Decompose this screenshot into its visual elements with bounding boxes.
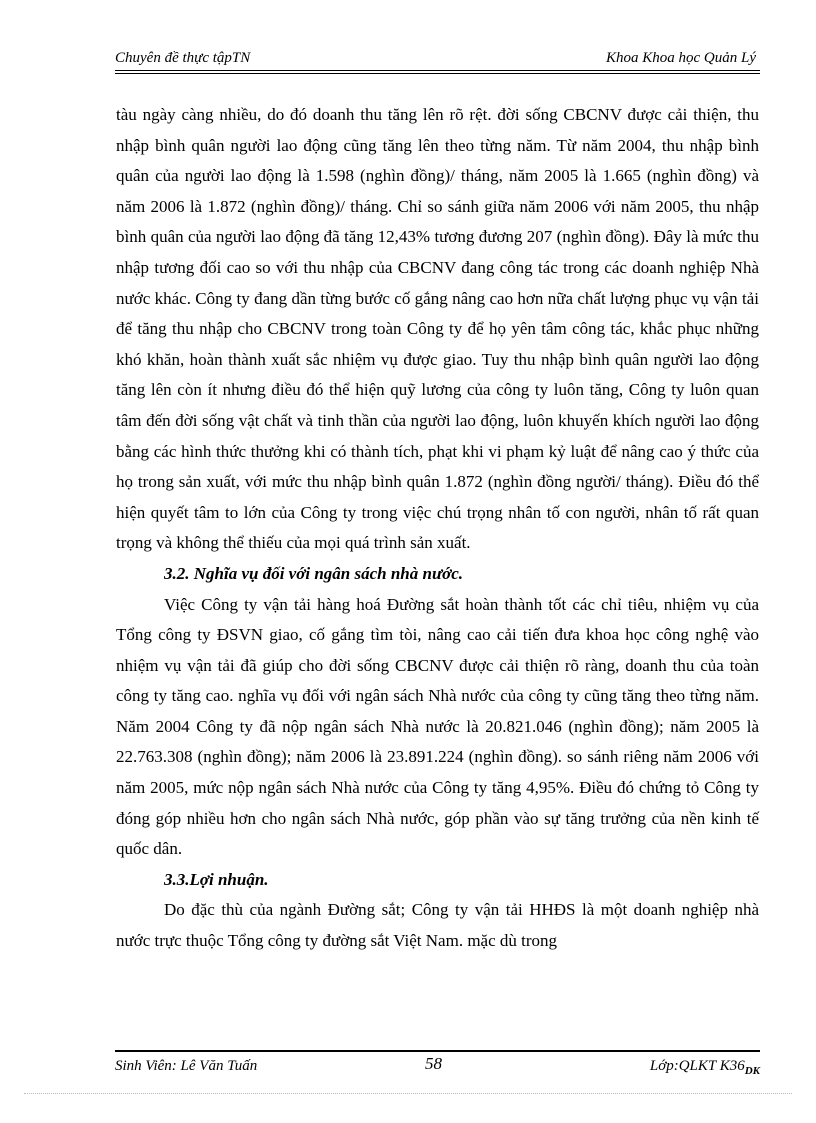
header-rule [115,70,760,71]
page-body [116,100,759,957]
footer-class-sub: DK [744,1065,760,1077]
footer-student-name: Sinh Viên: Lê Văn Tuấn [115,1058,258,1074]
page-bottom-dotted-line [24,1093,792,1094]
page-number: 58 [425,1054,442,1073]
paragraph-income: tàu ngày càng nhiều, do đó doanh thu tăng lên rõ rệt. đời sống CBCNV được cải thiện, thu nhập bình quân người lao động cũng tăng lên theo từng năm. Từ năm 2004, thu nhập bình quân của người lao động là 1.598 (nghìn đồng)/ tháng, năm 2005 là 1.665 (nghìn đồng) và năm 2006 là 1.872 (nghìn đồng)/ tháng. Chỉ so sánh giữa năm 2006 với năm 2005, thu nhập bình quân của người lao động đã tăng 12,43% tương đương 207 (nghìn đồng). Đây là mức thu nhập tương đối cao so với thu nhập của CBCNV đang công tác trong các doanh nghiệp Nhà nước khác. Công ty đang dần từng bước cố gắng nâng cao hơn nữa chất lượng phục vụ vận tải để tăng thu nhập cho CBCNV trong toàn Công ty để họ yên tâm công tác, khắc phục những khó khăn, hoàn thành xuất sắc nhiệm vụ được giao. Tuy thu nhập bình quân người lao động tăng lên còn ít nhưng điều đó thể hiện quỹ lương của công ty luôn tăng, Công ty luôn quan tâm đến đời sống vật chất và tinh thần của người lao động, luôn khuyến khích người lao động bằng các hình thức thưởng khi có thành tích, phạt khi vi phạm kỷ luật để nâng cao ý thức của họ trong sản xuất, với mức thu nhập bình quân 1.872 (nghìn đồng người/ tháng). Điều đó thể hiện quyết tâm to lớn của Công ty trong việc chú trọng nhân tố con người, nhân tố rất quan trọng và không thể thiếu của mọi quá trình sản xuất. [116,105,759,553]
footer-class-label: Lớp:QLKT K36 [649,1058,745,1074]
header-faculty: Khoa Khoa học Quản Lý [606,50,756,66]
footer-rule [115,1050,760,1052]
paragraph-budget: Việc Công ty vận tải hàng hoá Đường sắt hoàn thành tốt các chỉ tiêu, nhiệm vụ của Tổng công ty ĐSVN giao, cố gắng tìm tòi, nâng cao cải tiến đưa khoa học công nghệ vào nhiệm vụ vận tải đã giúp cho đời sống CBCNV được cải thiện rõ ràng, doanh thu của toàn công ty tăng cao. nghĩa vụ đối với ngân sách Nhà nước của công ty cũng tăng theo từng năm. Năm 2004 Công ty đã nộp ngân sách Nhà nước là 20.821.046 (nghìn đồng); năm 2005 là 22.763.308 (nghìn đồng); năm 2006 là 23.891.224 (nghìn đồng). so sánh riêng năm 2006 với năm 2005, mức nộp ngân sách Nhà nước của Công ty tăng 4,95%. Điều đó chứng tỏ Công ty đóng góp nhiều hơn cho ngân sách Nhà nước, góp phần vào sự tăng trưởng của nền kinh tế quốc dân. [116,594,759,859]
paragraph-profit: Do đặc thù của ngành Đường sắt; Công ty vận tải HHĐS là một doanh nghiệp nhà nước trực thuộc Tổng công ty đường sắt Việt Nam. mặc dù trong [116,900,759,951]
header-rule-double [115,73,760,74]
footer-class [650,1058,760,1077]
page-footer [115,1054,760,1080]
header-document-title: Chuyên đề thực tậpTN [115,50,251,66]
heading-budget-obligation: 3.2. Nghĩa vụ đối với ngân sách nhà nước. [164,563,464,583]
page-header [115,44,756,70]
heading-profit: 3.3.Lợi nhuận. [164,869,269,889]
